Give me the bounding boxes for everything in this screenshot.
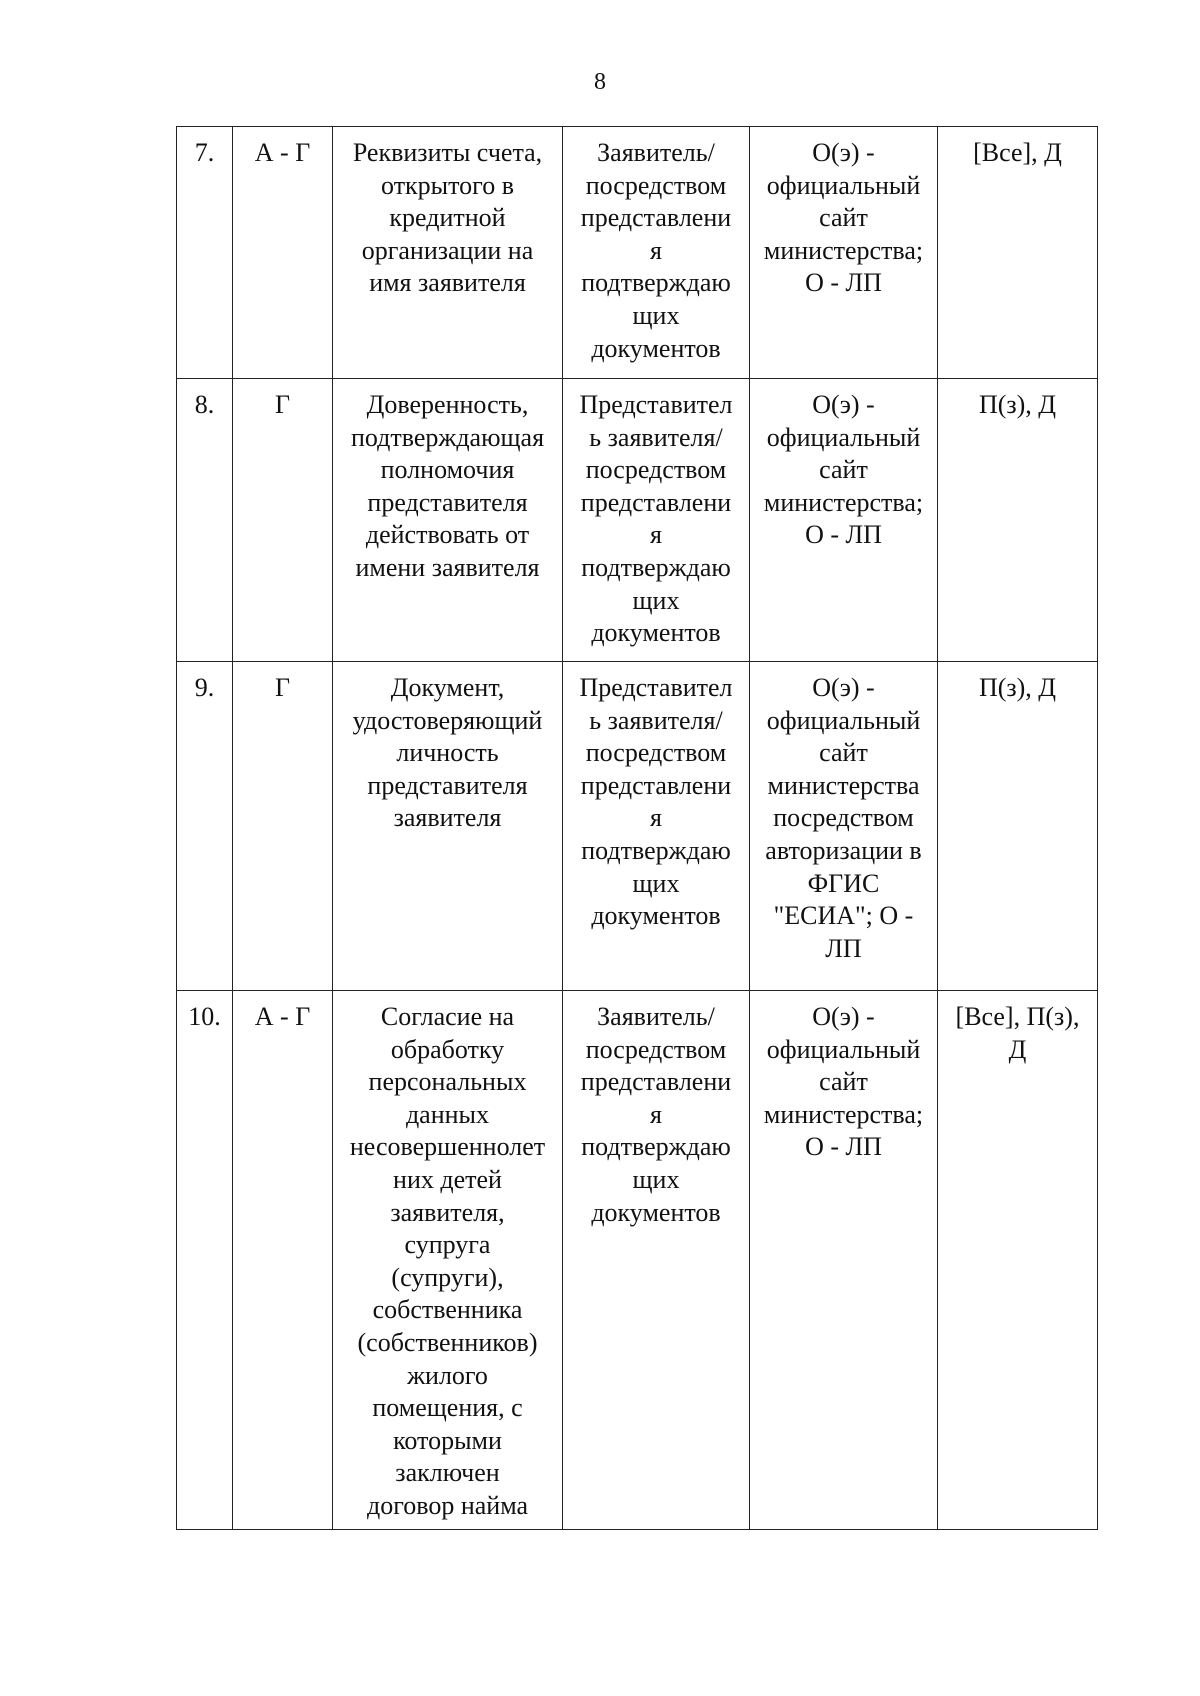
document-cell: Согласие на обработку персональных данных несовершеннолет них детей заявителя, супруга (супруги), собственника (собственников) жилого помещения, с которыми заключен договор найма: [333, 991, 563, 1530]
method-cell: О(э) - официальный сайт министерства; О - ЛП: [750, 379, 938, 662]
submitter-cell: Представител ь заявителя/ посредством представлени я подтверждаю щих документов: [563, 379, 750, 662]
document-cell: Документ, удостоверяющий личность представителя заявителя: [333, 662, 563, 991]
document-cell: Реквизиты счета, открытого в кредитной организации на имя заявителя: [333, 127, 563, 379]
method-cell: О(э) - официальный сайт министерства посредством авторизации в ФГИС "ЕСИА"; О - ЛП: [750, 662, 938, 991]
row-number-cell: 10.: [177, 991, 233, 1530]
page-number: 8: [594, 69, 606, 95]
category-cell: А - Г: [233, 991, 333, 1530]
submitter-cell: Представител ь заявителя/ посредством представлени я подтверждаю щих документов: [563, 662, 750, 991]
row-number-cell: 7.: [177, 127, 233, 379]
documents-table: [176, 126, 1098, 1530]
method-cell: О(э) - официальный сайт министерства; О - ЛП: [750, 991, 938, 1530]
requirement-cell: П(з), Д: [938, 662, 1098, 991]
method-cell: О(э) - официальный сайт министерства; О - ЛП: [750, 127, 938, 379]
submitter-cell: Заявитель/ посредством представлени я подтверждаю щих документов: [563, 991, 750, 1530]
row-number-cell: 9.: [177, 662, 233, 991]
table-row: [177, 379, 1098, 662]
requirement-cell: [Все], П(з), Д: [938, 991, 1098, 1530]
document-cell: Доверенность, подтверждающая полномочия представителя действовать от имени заявителя: [333, 379, 563, 662]
requirement-cell: [Все], Д: [938, 127, 1098, 379]
submitter-cell: Заявитель/ посредством представлени я подтверждаю щих документов: [563, 127, 750, 379]
row-number-cell: 8.: [177, 379, 233, 662]
table-row: [177, 662, 1098, 991]
table-row: [177, 991, 1098, 1530]
requirement-cell: П(з), Д: [938, 379, 1098, 662]
category-cell: А - Г: [233, 127, 333, 379]
category-cell: Г: [233, 662, 333, 991]
category-cell: Г: [233, 379, 333, 662]
table-row: [177, 127, 1098, 379]
